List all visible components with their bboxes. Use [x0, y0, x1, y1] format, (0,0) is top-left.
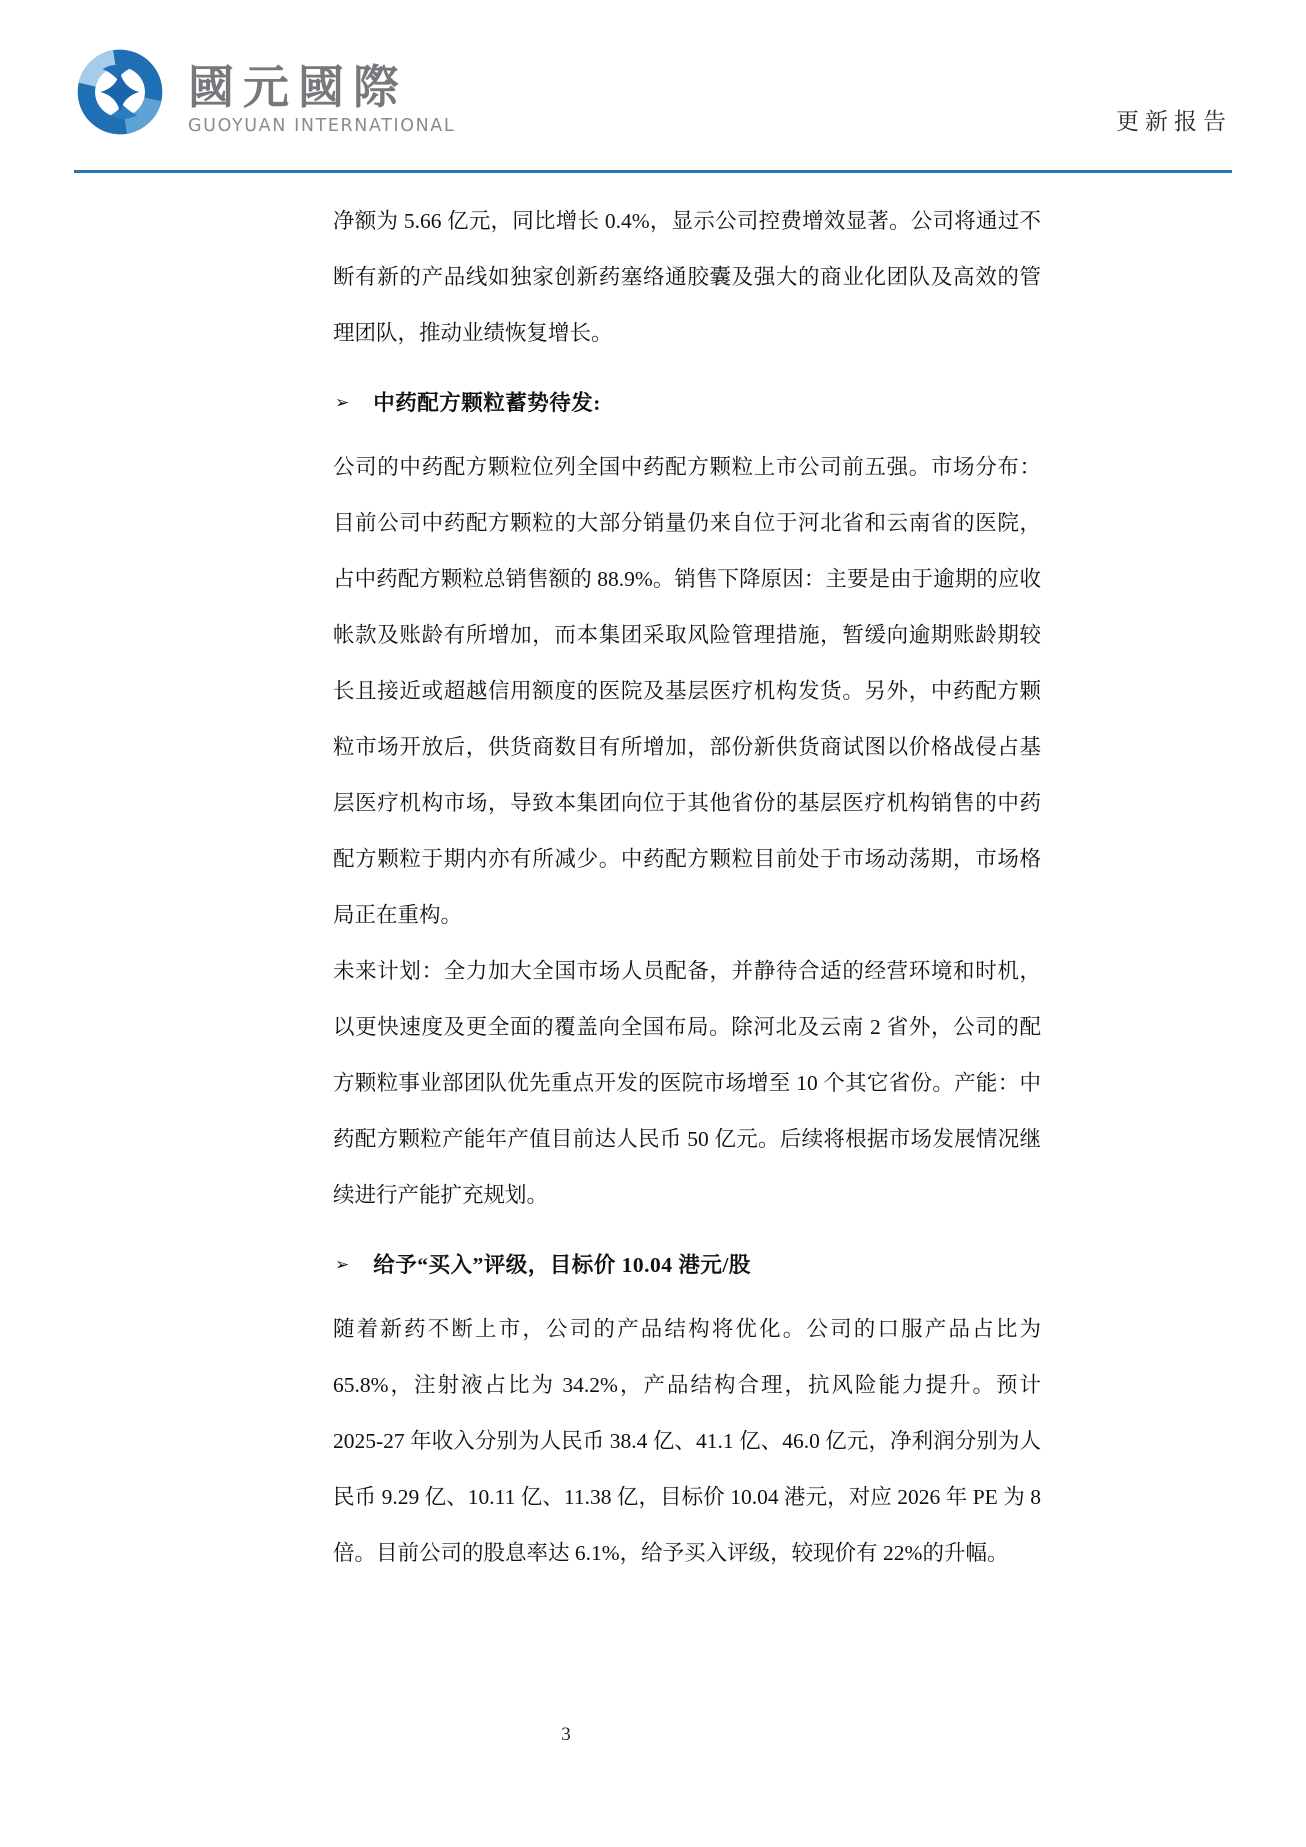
page-header	[0, 0, 1306, 173]
intro-paragraph: 净额为 5.66 亿元，同比增长 0.4%，显示公司控费增效显著。公司将通过不断有新的产品线如独家创新药塞络通胶囊及强大的商业化团队及高效的管理团队，推动业绩恢复增长。	[333, 209, 1041, 345]
section-1-title: 中药配方颗粒蓄势待发:	[373, 391, 601, 415]
section-2-paragraph-1: 随着新药不断上市，公司的产品结构将优化。公司的口服产品占比为 65.8%，注射液占比为 34.2%，产品结构合理，抗风险能力提升。预计 2025-27 年收入分别为人民币 38.4 亿、41.1 亿、46.0 亿元，净利润分别为人民币 9.29 亿、10.11 亿、11.38 亿，目标价 10.04 港元，对应 2026 年 PE 为 8 倍。目前公司的股息率达 6.1%，给予买入评级，较现价有 22%的升幅。	[333, 1317, 1041, 1565]
section-1-paragraph-1: 公司的中药配方颗粒位列全国中药配方颗粒上市公司前五强。市场分布：目前公司中药配方颗粒的大部分销量仍来自位于河北省和云南省的医院，占中药配方颗粒总销售额的 88.9%。销售下降原因：主要是由于逾期的应收帐款及账龄有所增加，而本集团采取风险管理措施，暂缓向逾期账龄期较长且接近或超越信用额度的医院及基层医疗机构发货。另外，中药配方颗粒市场开放后，供货商数目有所增加，部份新供货商试图以价格战侵占基层医疗机构市场，导致本集团向位于其他省份的基层医疗机构销售的中药配方颗粒于期内亦有所减少。中药配方颗粒目前处于市场动荡期，市场格局正在重构。	[333, 455, 1041, 927]
section-1-heading	[335, 375, 1041, 433]
header-divider	[74, 170, 1232, 173]
report-type-label: 更新报告	[1116, 109, 1232, 134]
brand-name-cn: 國元國際	[188, 60, 408, 114]
logo-wordmark	[188, 46, 455, 137]
arrowhead-bullet-icon: ➢	[335, 393, 350, 412]
company-logo	[74, 46, 455, 138]
guoyuan-logo-icon	[74, 46, 166, 138]
section-2-title: 给予“买入”评级，目标价 10.04 港元/股	[373, 1253, 751, 1277]
report-body	[333, 193, 1041, 1581]
arrowhead-bullet-icon: ➢	[335, 1255, 350, 1274]
page-number: 3	[561, 1724, 571, 1745]
brand-name-en: GUOYUAN INTERNATIONAL	[188, 116, 456, 136]
section-1-paragraph-2: 未来计划：全力加大全国市场人员配备，并静待合适的经营环境和时机，以更快速度及更全面的覆盖向全国布局。除河北及云南 2 省外，公司的配方颗粒事业部团队优先重点开发的医院市场增至 10 个其它省份。产能：中药配方颗粒产能年产值目前达人民币 50 亿元。后续将根据市场发展情况继续进行产能扩充规划。	[333, 959, 1041, 1207]
section-2-heading	[335, 1237, 1041, 1295]
